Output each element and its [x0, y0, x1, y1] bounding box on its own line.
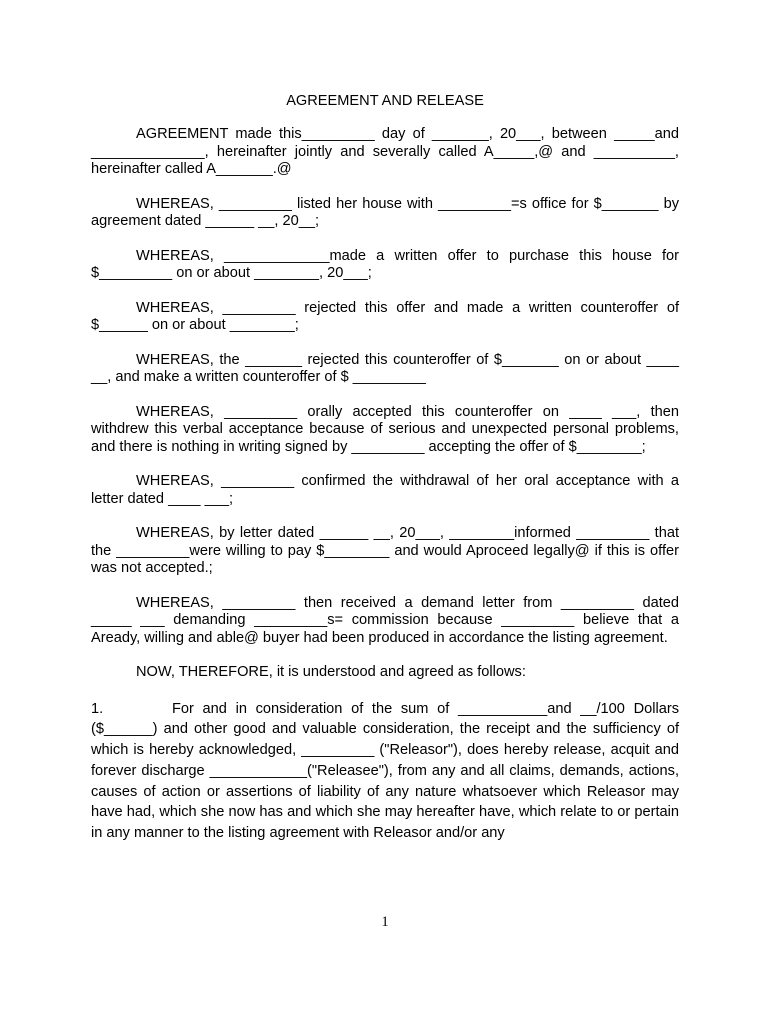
page-number: 1: [381, 914, 389, 930]
section-1-number: 1.: [91, 700, 104, 717]
document-body: [91, 92, 679, 844]
document-title: AGREEMENT AND RELEASE: [286, 93, 484, 109]
paragraph-whereas-counteroffer: WHEREAS, the _______ rejected this counteroffer of $_______ on or about ____ __, and make a written counteroffer of $ _________: [91, 351, 679, 385]
paragraph-whereas-demand: WHEREAS, _________ then received a demand letter from _________ dated _____ ___ demanding _________s= commission because _________ believe that a Aready, willing and able@ buyer had been produced in accordance the listing agreement.: [91, 594, 679, 646]
paragraph-whereas-rejected: WHEREAS, _________ rejected this offer and made a written counteroffer of $______ on or about ________;: [91, 299, 679, 333]
section-1-text: For and in consideration of the sum of ___________and __/100 Dollars ($______) and other good and valuable consideration, the receipt and the sufficiency of which is hereby acknowledged, _________ ("Releasor"), does hereby release, acquit and forever discharge ____________("Releasee"), from any and all claims, demands, actions, causes of action or assertions of liability of any nature whatsoever which Releasor may have had, which she now has and which she may hereafter have, which relate to or pertain in any manner to the listing agreement with Releasor and/or any: [91, 700, 679, 842]
paragraph-whereas-offer: WHEREAS, _____________made a written offer to purchase this house for $_________ on or about ________, 20___;: [91, 247, 679, 281]
section-1: [91, 699, 679, 845]
paragraph-whereas-listing: WHEREAS, _________ listed her house with _________=s office for $_______ by agreement dated ______ __, 20__;: [91, 195, 679, 229]
paragraph-whereas-confirmed-withdrawal: WHEREAS, _________ confirmed the withdrawal of her oral acceptance with a letter dated ____ ___;: [91, 473, 679, 507]
paragraph-now-therefore: NOW, THEREFORE, it is understood and agreed as follows:: [136, 664, 526, 680]
paragraph-agreement-intro: AGREEMENT made this_________ day of _______, 20___, between _____and ______________, hereinafter jointly and severally called A_____,@ and __________, hereinafter called A_______.@: [91, 126, 679, 177]
paragraph-whereas-oral-acceptance: WHEREAS, _________ orally accepted this counteroffer on ____ ___, then withdrew this verbal acceptance because of serious and unexpected personal problems, and there is nothing in writing signed by _________ accepting the offer of $________;: [91, 403, 679, 455]
paragraph-whereas-letter: WHEREAS, by letter dated ______ __, 20___, ________informed _________ that the _________were willing to pay $________ and would Aproceed legally@ if this is offer was not accepted.;: [91, 525, 679, 576]
